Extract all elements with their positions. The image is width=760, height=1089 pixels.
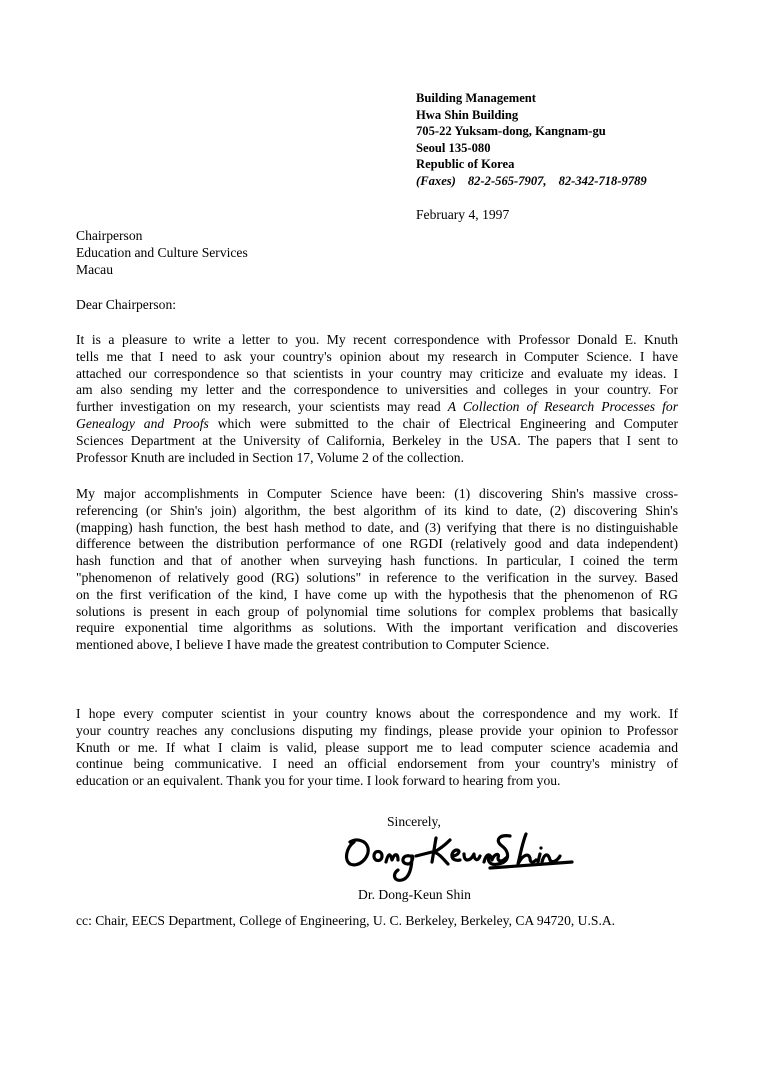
paragraph-line: continue being communicative. I need an official endorsement from your country's ministry of <box>76 756 678 772</box>
paragraph-line: "phenomenon of relatively good (RG) solutions" in reference to the verification in the survey. Based <box>76 569 678 585</box>
paragraph-line: difference between the distribution performance of one RGDI (relatively good and data independent) <box>76 536 678 552</box>
salutation: Dear Chairperson: <box>76 297 177 312</box>
paragraph-line: education or an equivalent. Thank you for your time. I look forward to hearing from you. <box>76 773 561 789</box>
sender-line: 705-22 Yuksam-dong, Kangnam-gu <box>416 124 606 139</box>
paragraph-line: am also sending my letter and the correspondence to universities and colleges in your country. For <box>76 382 678 398</box>
paragraph-text: which were submitted to the chair of Electrical Engineering and Computer <box>208 415 679 431</box>
body-paragraph-3 <box>76 706 678 790</box>
paragraph-line: Sciences Department at the University of California, Berkeley in the USA. The papers that I sent to <box>76 432 678 448</box>
paragraph-line: I hope every computer scientist in your country knows about the correspondence and my work. If <box>76 706 678 721</box>
sender-line: Hwa Shin Building <box>416 107 519 122</box>
paragraph-line: on the first verification of the kind, I have come up with the hypothesis that the phenomenon of RG <box>76 586 678 602</box>
paragraph-line: mentioned above, I believe I have made the greatest contribution to Computer Science. <box>76 637 550 653</box>
sender-address-block <box>416 90 647 190</box>
paragraph-line <box>76 399 678 416</box>
paragraph-line: My major accomplishments in Computer Science have been: (1) discovering Shin's massive cross- <box>76 486 678 501</box>
letter-date: February 4, 1997 <box>416 207 510 222</box>
recipient-block <box>76 228 248 278</box>
paragraph-line: It is a pleasure to write a letter to you. My recent correspondence with Professor Donald E. Knuth <box>76 332 678 347</box>
body-paragraph-2 <box>76 486 678 654</box>
signer-name: Dr. Dong-Keun Shin <box>358 887 471 902</box>
body-paragraph-1 <box>76 332 678 466</box>
recipient-line: Education and Culture Services <box>76 244 248 260</box>
sender-line: Republic of Korea <box>416 157 515 172</box>
paragraph-line: (mapping) hash function, the best hash method to date, and (3) verifying that there is no distinguishable <box>76 519 678 535</box>
recipient-line: Chairperson <box>76 228 143 243</box>
paragraph-line <box>76 416 678 433</box>
fax-number: 82-2-565-7907, <box>467 173 547 188</box>
book-title: A Collection of Research Processes for <box>447 399 678 415</box>
paragraph-line: Professor Knuth are included in Section 17, Volume 2 of the collection. <box>76 449 464 465</box>
recipient-line: Macau <box>76 261 113 277</box>
cc-line: cc: Chair, EECS Department, College of Engineering, U. C. Berkeley, Berkeley, CA 94720, U.S.A. <box>76 913 616 928</box>
fax-label: (Faxes) <box>416 173 456 188</box>
sender-line: Building Management <box>416 91 537 105</box>
paragraph-line: Knuth or me. If what I claim is valid, please support me to lead computer science academia and <box>76 739 678 755</box>
paragraph-line: solutions is present in each group of polynomial time solutions for complex problems that basically <box>76 603 678 619</box>
paragraph-line: your country reaches any conclusions disputing my findings, please provide your opinion to Professor <box>76 722 678 738</box>
complimentary-close: Sincerely, <box>387 814 441 829</box>
sender-line: Seoul 135-080 <box>416 140 491 155</box>
handwritten-signature <box>340 826 580 884</box>
fax-number: 82-342-718-9789 <box>558 173 647 188</box>
paragraph-text: further investigation on my research, your scientists may read <box>76 399 441 415</box>
book-title: Genealogy and Proofs <box>76 415 209 431</box>
paragraph-line: require exponential time algorithms as solutions. With the important verification and discoveries <box>76 620 678 636</box>
paragraph-line: hash function and that of another when surveying hash functions. In particular, I coined the term <box>76 553 678 569</box>
sender-fax-line <box>416 173 647 190</box>
paragraph-line: tells me that I need to ask your country's opinion about my research in Computer Science. I have <box>76 348 678 364</box>
paragraph-line: referencing (or Shin's join) algorithm, the best algorithm of its kind to date, (2) discovering Shin's <box>76 502 678 518</box>
paragraph-line: attached our correspondence so that scientists in your country may criticize and evaluate my ideas. I <box>76 365 678 381</box>
